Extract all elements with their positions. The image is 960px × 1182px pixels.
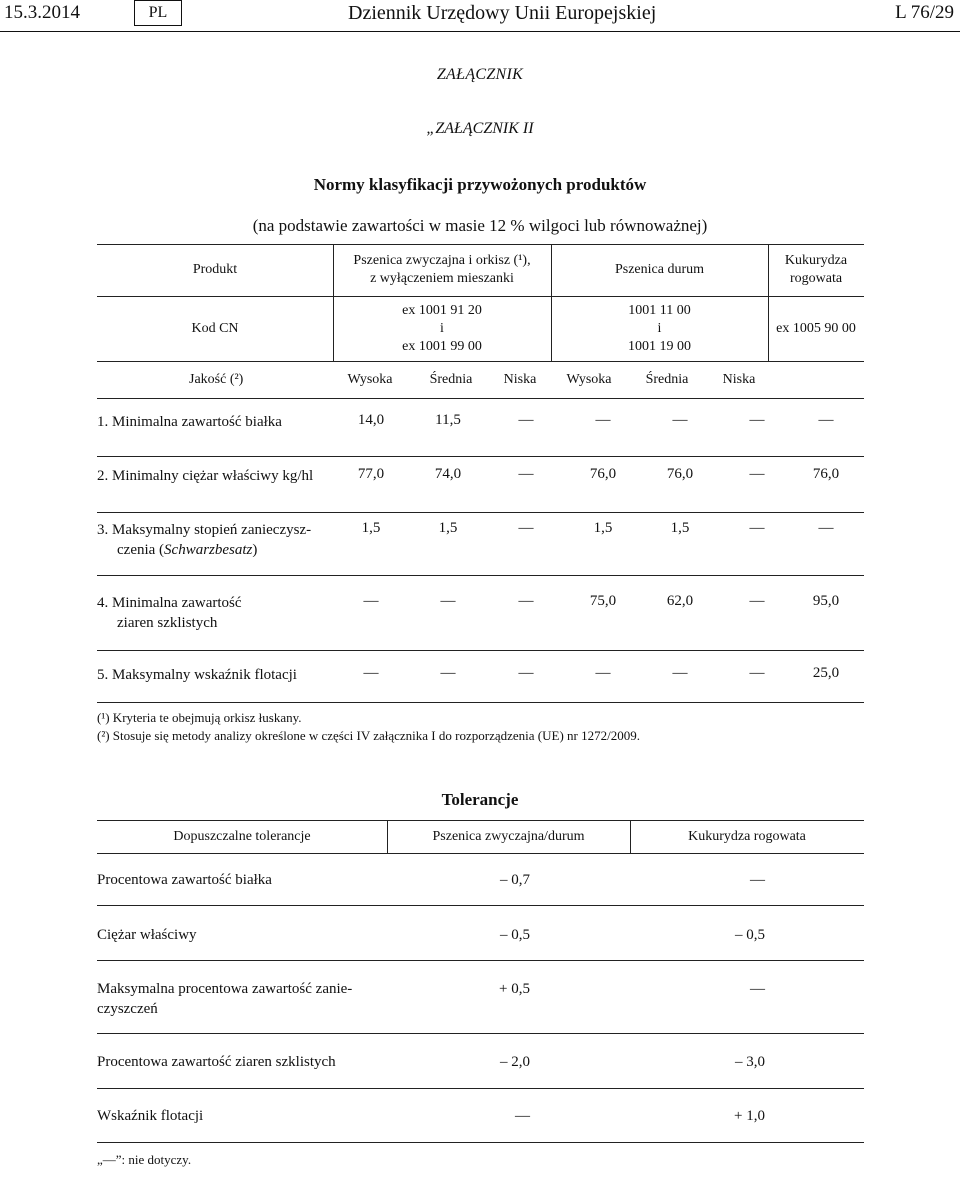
tol-row-label-continuation: czyszczeń	[97, 1001, 158, 1017]
row-rule	[97, 512, 864, 513]
row-label: 3. Maksymalny stopień zanieczysz-	[97, 522, 312, 538]
row-rule	[97, 1142, 864, 1143]
product-common-wheat	[333, 244, 551, 296]
cn-code-line: i	[440, 320, 444, 336]
value-cell: —	[440, 593, 456, 609]
basis-subtitle: (na podstawie zawartości w masie 12 % wilgoci lub równoważnej)	[252, 216, 708, 235]
kod-cn-label: Kod CN	[191, 320, 239, 336]
value-cell: 1,5	[593, 520, 613, 536]
cn-code-line: i	[657, 320, 662, 336]
tol-value: – 0,5	[500, 927, 530, 943]
tol-header: Dopuszczalne tolerancje	[173, 828, 311, 844]
tol-value: + 1,0	[734, 1108, 765, 1124]
tol-row-label: Procentowa zawartość ziaren szklistych	[97, 1054, 336, 1070]
annex-ii-title: „ZAŁĄCZNIK II	[426, 120, 534, 137]
tol-row-label: Wskaźnik flotacji	[97, 1108, 204, 1124]
tol-row-label: Maksymalna procentowa zawartość zanie-	[97, 981, 353, 997]
product-flint-maize	[768, 244, 864, 296]
row-rule	[97, 650, 864, 651]
tol-value: —	[750, 872, 765, 888]
row-label: 1. Minimalna zawartość białka	[97, 414, 282, 430]
value-cell: —	[749, 593, 765, 609]
tol-value: —	[750, 981, 765, 997]
value-cell: —	[518, 520, 534, 536]
row-rule	[97, 960, 864, 961]
value-cell: —	[672, 665, 688, 681]
value-cell: 25,0	[812, 665, 840, 681]
table-rule	[97, 398, 864, 399]
quality-high: Wysoka	[347, 372, 393, 387]
tol-value: – 0,7	[500, 872, 530, 888]
tol-header: Pszenica zwyczajna/durum	[432, 828, 585, 844]
row-rule	[97, 905, 864, 906]
norms-heading: Normy klasyfikacji przywożonych produktów	[313, 175, 647, 194]
row-label: 2. Minimalny ciężar właściwy kg/hl	[97, 468, 314, 484]
value-cell: 77,0	[357, 466, 385, 482]
row-rule	[97, 1088, 864, 1089]
value-cell: —	[749, 412, 765, 428]
quality-medium: Średnia	[645, 372, 689, 387]
value-cell: 1,5	[361, 520, 381, 536]
footnote: (¹) Kryteria te obejmują orkisz łuskany.	[97, 710, 302, 725]
value-cell: —	[440, 665, 456, 681]
quality-high: Wysoka	[566, 372, 612, 387]
value-cell: —	[818, 520, 834, 536]
value-cell: —	[518, 412, 534, 428]
row-rule	[97, 456, 864, 457]
quality-medium: Średnia	[429, 372, 473, 387]
product-durum-wheat	[551, 244, 768, 296]
label-text: )	[252, 542, 258, 558]
value-cell: —	[518, 593, 534, 609]
tol-header: Kukurydza rogowata	[688, 828, 806, 844]
product-line: rogowata	[789, 271, 843, 286]
product-line: Kukurydza	[784, 253, 848, 268]
value-cell: —	[595, 665, 611, 681]
row-rule	[97, 702, 864, 703]
tol-value: + 0,5	[499, 981, 530, 997]
quality-label: Jakość (²)	[189, 372, 244, 387]
label-italic: Schwarzbesatz	[164, 542, 253, 558]
value-cell: 74,0	[434, 466, 462, 482]
label-text: czenia (	[117, 542, 165, 558]
value-cell: 76,0	[589, 466, 617, 482]
tol-row-label: Ciężar właściwy	[97, 927, 197, 943]
value-cell: —	[672, 412, 688, 428]
tol-value: – 2,0	[500, 1054, 530, 1070]
value-cell: 11,5	[435, 412, 461, 428]
value-cell: —	[595, 412, 611, 428]
product-line: z wyłączeniem mieszanki	[370, 271, 514, 286]
value-cell: 1,5	[438, 520, 458, 536]
row-rule	[97, 1033, 864, 1034]
value-cell: —	[749, 665, 765, 681]
row-label-continuation	[117, 540, 257, 560]
value-cell: 1,5	[670, 520, 690, 536]
journal-title: Dziennik Urzędowy Unii Europejskiej	[348, 2, 657, 24]
cn-code-line: 1001 19 00	[628, 338, 691, 354]
page-number: L 76/29	[895, 2, 954, 23]
value-cell: 75,0	[589, 593, 617, 609]
cn-code-line: ex 1001 99 00	[402, 338, 482, 354]
row-label: 4. Minimalna zawartość	[97, 595, 242, 611]
value-cell: —	[363, 665, 379, 681]
quality-low: Niska	[722, 372, 756, 387]
value-cell: —	[518, 665, 534, 681]
cn-code-line: ex 1005 90 00	[776, 320, 856, 336]
cn-code-flint-maize	[768, 296, 864, 361]
cn-code-line: 1001 11 00	[628, 302, 691, 318]
quality-low: Niska	[503, 372, 537, 387]
tol-footnote: „—”: nie dotyczy.	[97, 1152, 192, 1167]
produkt-label: Produkt	[192, 262, 238, 277]
tol-value: – 3,0	[735, 1054, 765, 1070]
cn-code-common-wheat	[333, 296, 551, 361]
table-rule	[97, 361, 864, 362]
value-cell: —	[518, 466, 534, 482]
value-cell: —	[749, 466, 765, 482]
table-rule	[97, 853, 864, 854]
header-rule	[0, 31, 960, 32]
product-line: Pszenica zwyczajna i orkisz (¹),	[353, 253, 531, 268]
footnote: (²) Stosuje się metody analizy określone w części IV załącznika I do rozporządzenia (UE) nr 1272/2009.	[97, 728, 640, 743]
product-line: Pszenica durum	[614, 262, 705, 277]
value-cell: 14,0	[357, 412, 385, 428]
value-cell: 76,0	[666, 466, 694, 482]
value-cell: 95,0	[812, 593, 840, 609]
row-rule	[97, 575, 864, 576]
tol-value: – 0,5	[735, 927, 765, 943]
cn-code-line: ex 1001 91 20	[402, 302, 482, 318]
tolerances-heading: Tolerancje	[441, 790, 519, 809]
value-cell: 62,0	[666, 593, 694, 609]
row-label-continuation: ziaren szklistych	[117, 615, 218, 631]
row-label: 5. Maksymalny wskaźnik flotacji	[97, 667, 297, 683]
value-cell: —	[818, 412, 834, 428]
value-cell: —	[749, 520, 765, 536]
value-cell: 76,0	[812, 466, 840, 482]
value-cell: —	[363, 593, 379, 609]
tol-value: —	[515, 1108, 530, 1124]
tol-row-label: Procentowa zawartość białka	[97, 872, 272, 888]
header-date: 15.3.2014	[4, 2, 80, 23]
language-badge: PL	[134, 0, 182, 26]
cn-code-durum-wheat	[551, 296, 768, 361]
annex-title: ZAŁĄCZNIK	[436, 66, 524, 83]
